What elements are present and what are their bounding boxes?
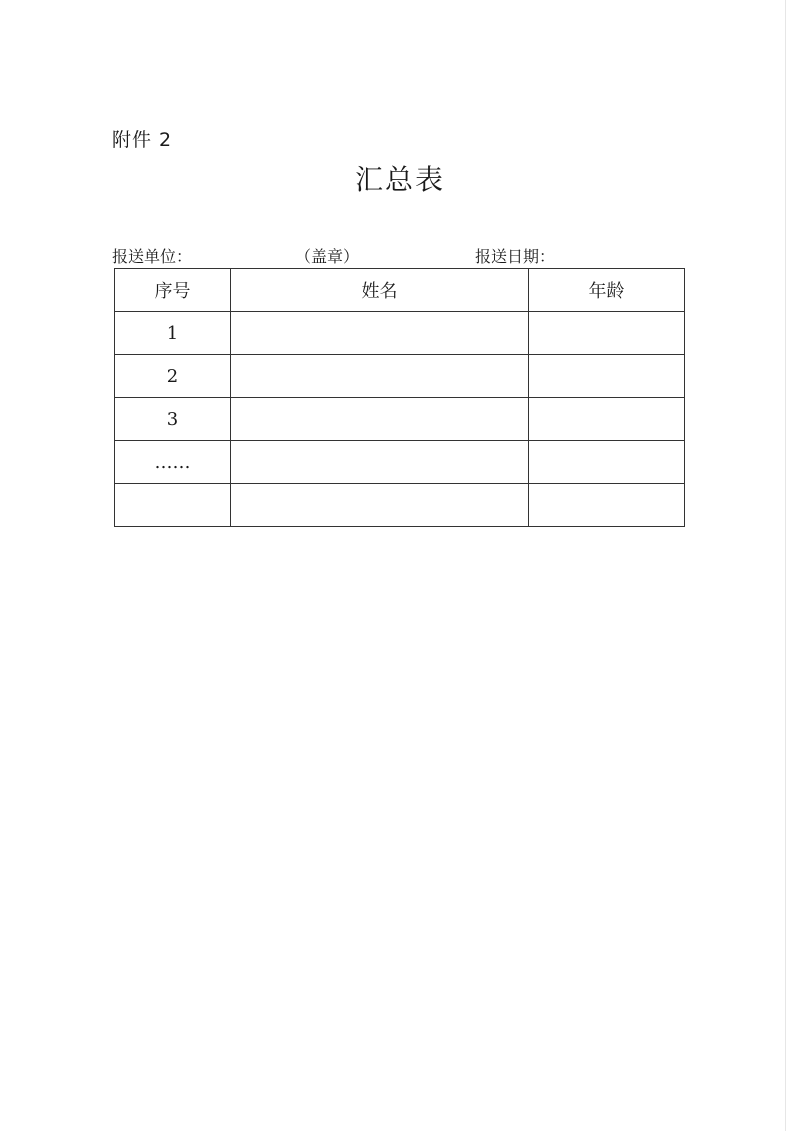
- table-row: [115, 441, 685, 484]
- attachment-label: 附件 2: [112, 129, 173, 151]
- name-cell[interactable]: [231, 484, 529, 527]
- age-cell[interactable]: [529, 355, 685, 398]
- name-cell[interactable]: [231, 355, 529, 398]
- table-row: [115, 355, 685, 398]
- seq-cell: 2: [115, 355, 231, 398]
- table-row: [115, 312, 685, 355]
- column-header-seq: 序号: [115, 269, 231, 312]
- column-header-age: 年龄: [529, 269, 685, 312]
- age-cell[interactable]: [529, 441, 685, 484]
- summary-table: [114, 268, 685, 527]
- age-cell[interactable]: [529, 484, 685, 527]
- name-cell[interactable]: [231, 441, 529, 484]
- table-row: [115, 484, 685, 527]
- seal-label: （盖章）: [295, 247, 360, 266]
- document-title: 汇总表: [354, 163, 445, 196]
- seq-cell: 1: [115, 312, 231, 355]
- seq-cell: 3: [115, 398, 231, 441]
- table-row: [115, 398, 685, 441]
- seq-cell: ……: [115, 441, 231, 484]
- submission-date-label: 报送日期：: [475, 247, 556, 266]
- name-cell[interactable]: [231, 398, 529, 441]
- submission-info-row: [112, 244, 684, 268]
- submitting-unit-label: 报送单位：: [112, 247, 193, 266]
- age-cell[interactable]: [529, 312, 685, 355]
- age-cell[interactable]: [529, 398, 685, 441]
- seq-cell: [115, 484, 231, 527]
- name-cell[interactable]: [231, 312, 529, 355]
- column-header-name: 姓名: [231, 269, 529, 312]
- table-header-row: [115, 269, 685, 312]
